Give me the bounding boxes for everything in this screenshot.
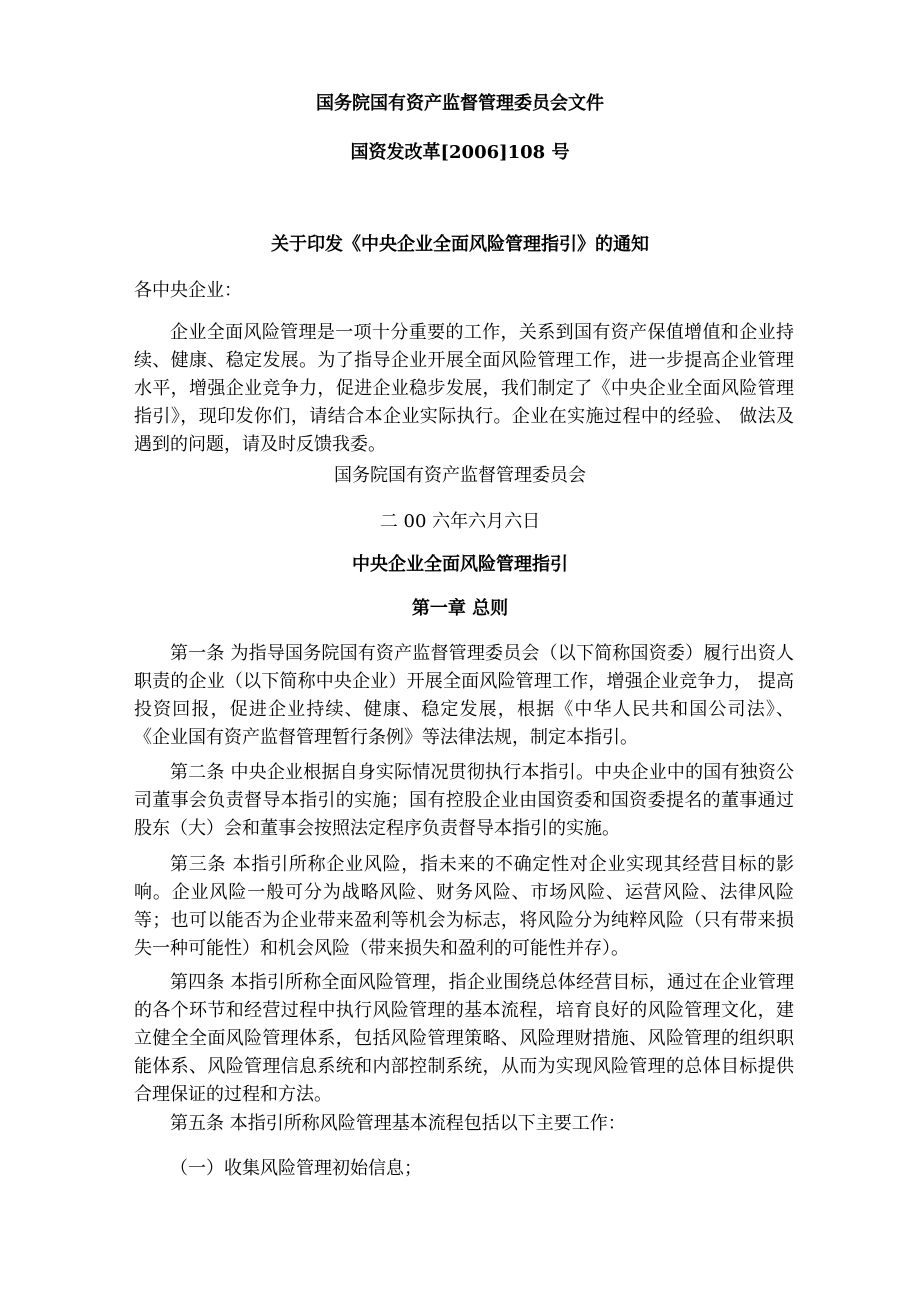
- chapter-heading: 第一章 总则: [411, 598, 509, 619]
- signature-agency: 国务院国有资产监督管理委员会: [334, 465, 586, 486]
- guideline-title: 中央企业全面风险管理指引: [352, 554, 568, 575]
- article-3: 第三条 本指引所称企业风险，指未来的不确定性对企业实现其经营目标的影响。企业风险一般可分为战略风险、财务风险、市场风险、运营风险、法律风险等；也可以能否为企业带来盈利等机会为标志，将风险分为纯粹风险（只有带来损失一种可能性）和机会风险（带来损失和盈利的可能性并存）。: [134, 854, 794, 959]
- issuing-agency-header: 国务院国有资产监督管理委员会文件: [316, 93, 604, 114]
- article-2: 第二条 中央企业根据自身实际情况贯彻执行本指引。中央企业中的国有独资公司董事会负责督导本指引的实施；国有控股企业由国资委和国资委提名的董事通过股东（大）会和董事会按照法定程序负责督导本指引的实施。: [134, 762, 794, 839]
- document-number: 国资发改革[2006]108 号: [350, 142, 570, 163]
- article-4: 第四条 本指引所称全面风险管理，指企业围绕总体经营目标，通过在企业管理的各个环节和经营过程中执行风险管理的基本流程，培育良好的风险管理文化，建立健全全面风险管理体系，包括风险管理策略、风险理财措施、风险管理的组织职能体系、风险管理信息系统和内部控制系统，从而为实现风险管理的总体目标提供合理保证的过程和方法。: [134, 972, 794, 1105]
- article-5: 第五条 本指引所称风险管理基本流程包括以下主要工作：: [170, 1113, 626, 1134]
- signature-date: 二 00 六年六月六日: [379, 511, 541, 532]
- notice-body-paragraph: 企业全面风险管理是一项十分重要的工作，关系到国有资产保值增值和企业持续、健康、稳定发展。为了指导企业开展全面风险管理工作，进一步提高企业管理水平，增强企业竞争力，促进企业稳步发展，我们制定了《中央企业全面风险管理指引》，现印发你们，请结合本企业实际执行。企业在实施过程中的经验、 做法及遇到的问题，请及时反馈我委。: [134, 322, 794, 455]
- list-item: （一）收集风险管理初始信息；: [170, 1158, 422, 1179]
- notice-title: 关于印发《中央企业全面风险管理指引》的通知: [271, 234, 649, 255]
- article-1: 第一条 为指导国务院国有资产监督管理委员会（以下简称国资委）履行出资人职责的企业（以下简称中央企业）开展全面风险管理工作，增强企业竞争力， 提高投资回报，促进企业持续、健康、稳定发展，根据《中华人民共和国公司法》、 《企业国有资产监督管理暂行条例》等法律法规，制定本指引。: [134, 643, 794, 748]
- salutation: 各中央企业：: [134, 280, 242, 301]
